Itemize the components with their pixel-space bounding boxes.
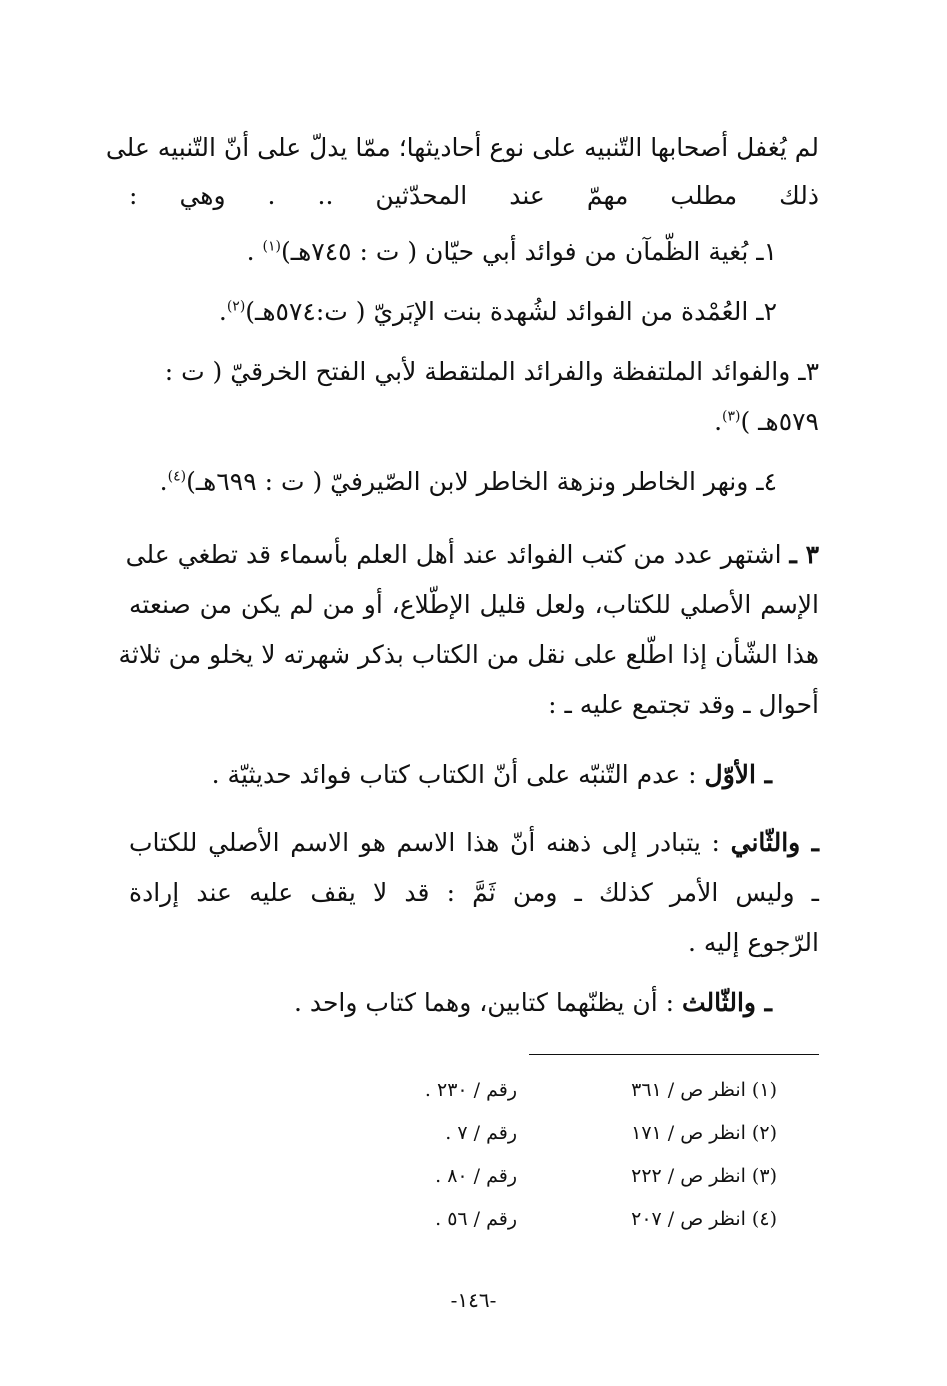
footnote-marker: (١) [262,238,281,255]
list-item-text: ٣ـ والفوائد الملتفظة والفرائد الملتقطة لأبي الفتح الخرقيّ ( ت : [164,357,819,386]
case-item-continuation: ـ وليس الأمر كذلك ـ ومن ثَمَّ : قد لا يقف عليه عند إرادة [129,878,819,907]
list-item-text: ١ـ بُغية الظّمآن من فوائد أبي حيّان ( ت : ٧٤٥هـ) [281,237,777,266]
footnote-number: رقم / ٨٠ . [435,1165,517,1187]
body-text-line: ذلك مطلب مهمّ عند المحدّثين .. . وهي : [129,181,819,210]
body-text-line: الإسم الأصلي للكتاب، ولعل قليل الإطّلاع، أو من لم يكن من صنعته [129,590,819,619]
footnote-separator [529,1054,819,1055]
footnote-marker: (٤) [167,468,187,485]
list-item: ٤ـ ونهر الخاطر ونزهة الخاطر لابن الصّيرفيّ ( ت : ٦٩٩هـ)$^{(٤)}$. [159,467,777,496]
body-text-line: أحوال ـ وقد تجتمع عليه ـ : [548,690,819,719]
case-item: ـ الأوّل : عدم التّنبّه على أنّ الكتاب كتاب فوائد حديثيّة . [211,760,772,789]
body-text-line: هذا الشّأن إذا اطّلع على نقل من الكتاب بذكر شهرته لا يخلو من ثلاثة [118,640,819,669]
page-number: -١٤٦- [450,1288,497,1312]
list-item: ١ـ بُغية الظّمآن من فوائد أبي حيّان ( ت : ٧٤٥هـ)$^{(١)}$ . [246,237,777,266]
case-item: ـ والثّاني : يتبادر إلى ذهنه أنّ هذا الاسم هو الاسم الأصلي للكتاب [129,828,819,857]
case-label: ـ الأوّل [704,760,772,789]
footnote-number: رقم / ٧ . [445,1122,517,1144]
case-item-continuation: الرّجوع إليه . [688,928,819,957]
footnote-reference: (٤) انظر ص / ٢٠٧ [631,1208,777,1230]
list-item-text: ٢ـ العُمْدة من الفوائد لشُهدة بنت الإبَريّ ( ت:٥٧٤هـ) [245,297,777,326]
footnote-number: رقم / ٢٣٠ . [424,1079,517,1101]
footnote-reference: (٢) انظر ص / ١٧١ [631,1122,777,1144]
list-item: ٢ـ العُمْدة من الفوائد لشُهدة بنت الإبَريّ ( ت:٥٧٤هـ)$^{(٢)}$. [218,297,777,326]
paragraph-number: ٣ ـ [789,540,819,569]
case-label: ـ والثّاني [730,828,819,857]
body-text-line: ٣ ـ اشتهر عدد من كتب الفوائد عند أهل العلم بأسماء قد تطغي على [125,540,819,569]
footnote-marker: (٣) [722,408,741,425]
list-item-continuation: ٥٧٩هـ )$^{(٣)}$. [714,407,819,436]
footnote-number: رقم / ٥٦ . [435,1208,517,1230]
list-item [129,352,819,392]
footnote-reference: (١) انظر ص / ٣٦١ [631,1079,777,1101]
body-text-line: لم يُغفل أصحابها التّنبيه على نوع أحاديثها؛ ممّا يدلّ على أنّ التّنبيه على [105,133,819,162]
case-label: ـ والثّالث [682,988,772,1017]
footnote-marker: (٢) [226,298,246,315]
list-item-text: ٤ـ ونهر الخاطر ونزهة الخاطر لابن الصّيرفيّ ( ت : ٦٩٩هـ) [186,467,777,496]
footnote-reference: (٣) انظر ص / ٢٢٢ [631,1165,777,1187]
case-item: ـ والثّالث : أن يظنّهما كتابين، وهما كتاب واحد . [293,988,772,1017]
